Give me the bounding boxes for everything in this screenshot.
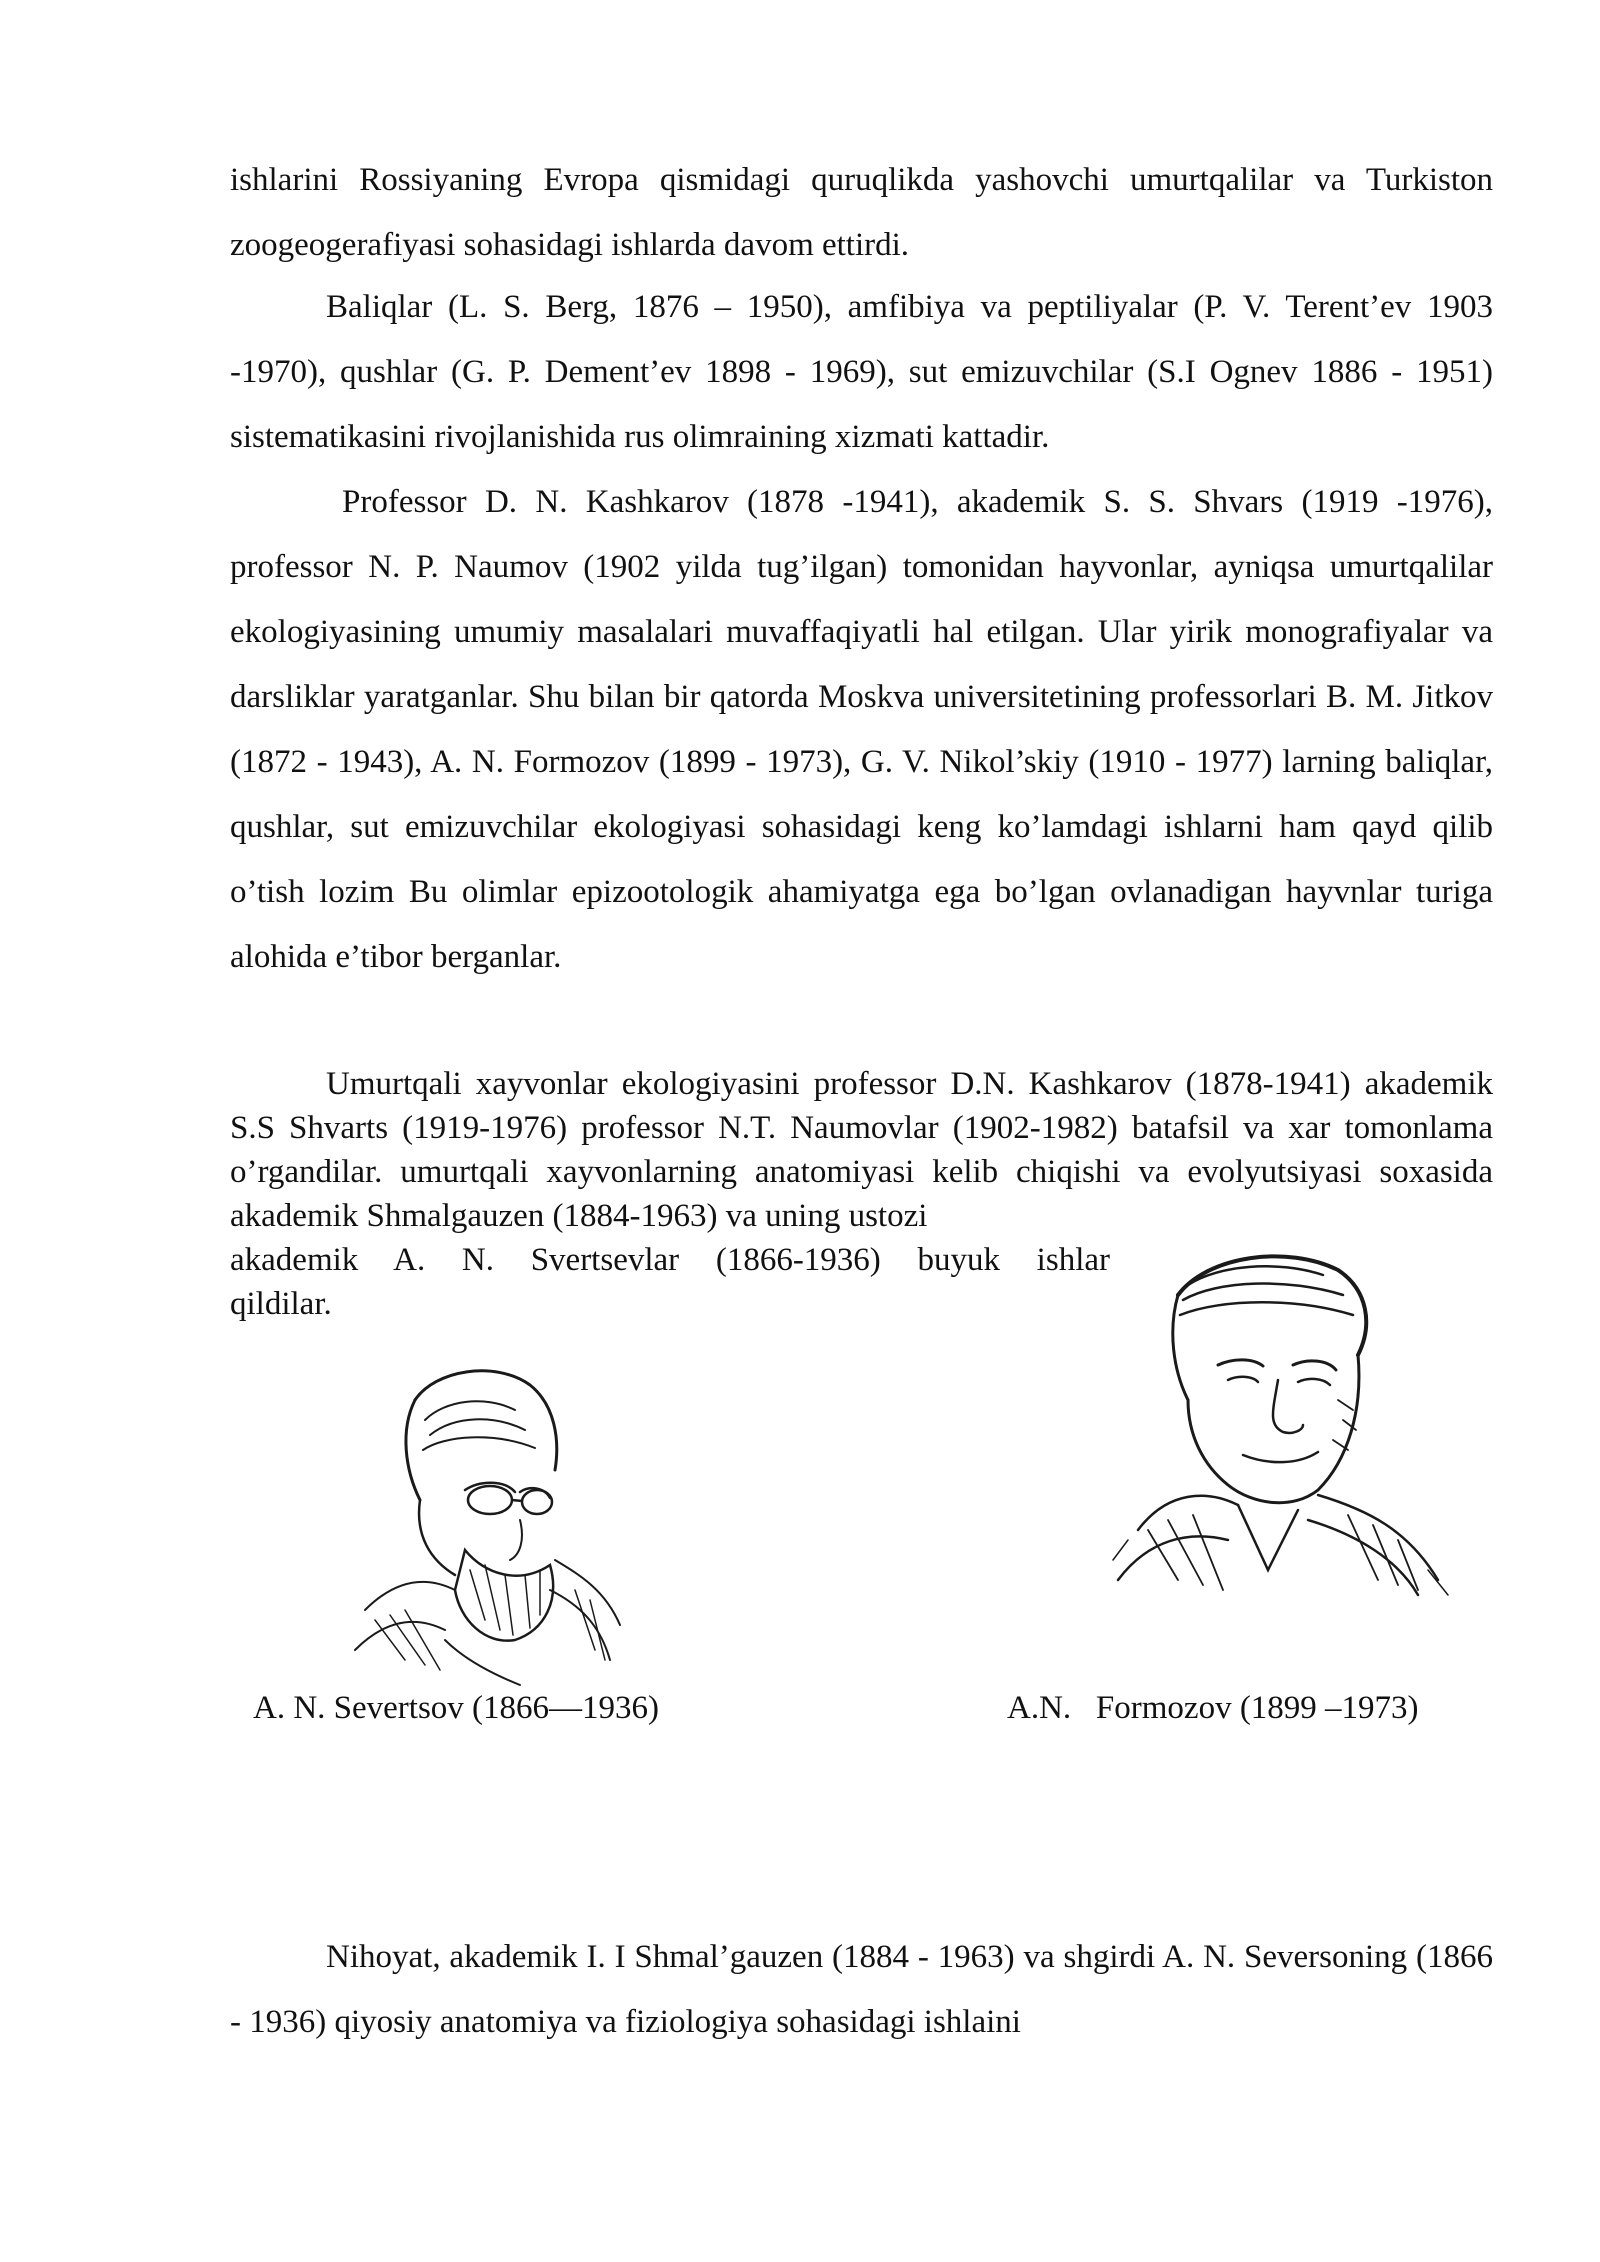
paragraph-2: Baliqlar (L. S. Berg, 1876 – 1950), amfibiya va peptiliyalar (P. V. Terent’ev 1903 -1970), qushlar (G. P. Dement’ev 1898 - 1969), sut emizuvchilar (S.I Ognev 1886 - 1951) sistematikasini rivojlanishida rus olimraining xizmati kattadir. — [230, 289, 1493, 455]
paragraph-4-last-line: akademik A. N. Svertsevlar (1866-1936) buyuk ishlar — [230, 1242, 1110, 1278]
paragraph-3: Professor D. N. Kashkarov (1878 -1941), akademik S. S. Shvars (1919 -1976), professor N. P. Naumov (1902 yilda tug’ilgan) tomonidan hayvonlar, ayniqsa umurtqalilar ekologiyasining umumiy masalalari muvaffaqiyatli hal etilgan. Ular yirik monografiyalar va darsliklar yaratganlar. Shu bilan bir qatorda Moskva universitetining professorlari B. M. Jitkov (1872 - 1943), A. N. Formozov (1899 - 1973), G. V. Nikol’skiy (1910 - 1977) larning baliqlar, qushlar, sut emizuvchilar ekologiyasi sohasidagi keng ko’lamdagi ishlarni ham qayd qilib o’tish lozim Bu olimlar epizootologik ahamiyatga ega bo’lgan ovlanadigan hayvnlar turiga alohida e’tibor berganlar. — [230, 484, 1493, 975]
paragraph-4-end: qildilar. — [230, 1286, 332, 1322]
left-portrait-caption: A. N. Severtsov (1866—1936) — [253, 1690, 660, 1726]
paragraph-5: Nihoyat, akademik I. I Shmal’gauzen (1884 - 1963) va shgirdi A. N. Seversoning (1866 - 1936) qiyosiy anatomiya va fiziologiya sohasidagi ishlaini — [230, 1939, 1493, 2040]
formozov-portrait-image — [1108, 1240, 1458, 1600]
severtsov-portrait-image — [345, 1360, 635, 1695]
right-portrait-caption: A.N. Formozov (1899 –1973) — [1007, 1690, 1419, 1726]
paragraph-1: ishlarini Rossiyaning Evropa qismidagi quruqlikda yashovchi umurtqalilar va Turkiston zoogeogerafiyasi sohasidagi ishlarda davom ettirdi. — [230, 162, 1493, 263]
paragraph-4: Umurtqali xayvonlar ekologiyasini professor D.N. Kashkarov (1878-1941) akademik S.S Shvarts (1919-1976) professor N.T. Naumovlar (1902-1982) batafsil va xar tomonlama o’rgandilar. umurtqali xayvonlarning anatomiyasi kelib chiqishi va evolyutsiyasi soxasida akademik Shmalgauzen (1884-1963) va uning ustozi — [230, 1066, 1493, 1234]
